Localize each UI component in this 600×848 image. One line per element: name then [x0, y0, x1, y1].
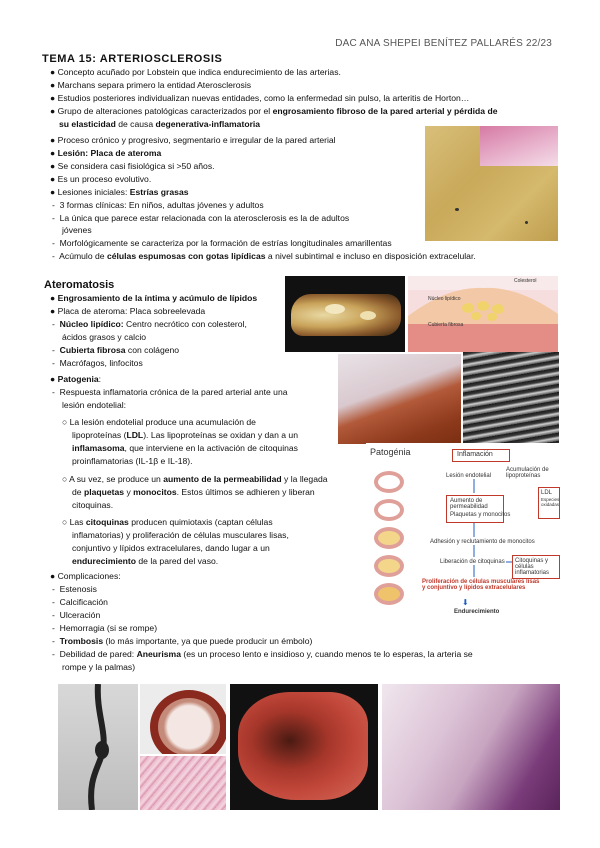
sub-acumulo: - Acúmulo de células espumosas con gotas lipídicas a nivel subintimal e incluso en disposición extracelular. [52, 251, 476, 261]
comp-estenosis: - Estenosis [52, 584, 97, 594]
angiography-svg [58, 684, 138, 810]
comp-debilidad: - Debilidad de pared: Aneurisma (es un proceso lento e insidioso y, cuando menos te lo esperas, la arteria se [52, 649, 473, 659]
bullet-complicaciones: ● Complicaciones: [50, 571, 121, 581]
point-2-line-2: de plaquetas y monocitos. Estos últimos se adhieren y liberan [72, 487, 315, 497]
point-1-line-1: ○ La lesión endotelial produce una acumulación de [62, 417, 256, 427]
comp-debilidad-cont: rompe y la palmas) [62, 662, 136, 672]
bullet-grupo-cont: su elasticidad de causa degenerativa-inflamatoria [59, 119, 261, 129]
point-3-line-2: inflamatorias) y proliferación de células musculares lisas, [72, 530, 289, 540]
lipid-droplet [471, 312, 481, 320]
endurecimiento-label: Endurecimiento [454, 609, 500, 615]
sub-respuesta-cont: lesión endotelial: [62, 400, 127, 410]
media-layer [408, 324, 558, 352]
histology-purple [382, 684, 560, 810]
diagram-arrows [366, 443, 560, 618]
bullet-lesiones-iniciales: ● Lesiones iniciales: Estrías grasas [50, 187, 189, 197]
lipid-droplet [477, 301, 489, 311]
bullet-concepto: ● Concepto acuñado por Lobstein que indica endurecimiento de las arterias. [50, 67, 341, 77]
atheroma-gross-photo [285, 276, 405, 352]
lipid-droplet [462, 303, 474, 313]
fatty-streak-photo [425, 126, 558, 241]
comp-trombosis: - Trombosis (lo más importante, ya que puede producir un émbolo) [52, 636, 313, 646]
bullet-evolutivo: ● Es un proceso evolutivo. [50, 174, 152, 184]
label-colesterol: Colesterol [514, 278, 537, 284]
sub-macrofagos: - Macrófagos, linfocitos [52, 358, 143, 368]
plaque-schematic [408, 276, 558, 352]
sub-nucleo: - Núcleo lipídico: Centro necrótico con colesterol, [52, 319, 247, 329]
label-nucleo: Núcleo lipídico [428, 296, 461, 302]
bullet-placa: ● Placa de ateroma: Placa sobreelevada [50, 306, 206, 316]
bullet-lesion: ● Lesión: Placa de ateroma [50, 148, 162, 158]
adhesion-label: Adhesión y reclutamiento de monocitos [430, 539, 535, 545]
comp-calcificacion: - Calcificación [52, 597, 108, 607]
page-title: TEMA 15: ARTERIOSCLEROSIS [42, 53, 223, 65]
histology-bw [463, 352, 559, 444]
sub-unica: - La única que parece estar relacionada con la aterosclerosis es la de adultos [52, 213, 350, 223]
comp-ulceracion: - Ulceración [52, 610, 101, 620]
point-2-line-3: citoquinas. [72, 500, 114, 510]
point-1-line-3: inflamasoma, que interviene en la activación de citoquinas [72, 443, 298, 453]
section-ateromatosis: Ateromatosis [44, 279, 115, 291]
bullet-proceso: ● Proceso crónico y progresivo, segmentario e irregular de la pared arterial [50, 135, 336, 145]
point-2-line-1: ○ A su vez, se produce un aumento de la permeabilidad y la llegada [62, 474, 328, 484]
aumento-label: Aumento de permeabilidad [450, 498, 488, 510]
point-3-line-1: ○ Las citoquinas producen quimiotaxis (captan células [62, 517, 273, 527]
bullet-engrosamiento: ● Engrosamiento de la íntima y acúmulo de lípidos [50, 293, 258, 303]
proliferacion-label: Proliferación de células musculares lisas y conjuntivo y lípidos extracelulares [422, 579, 540, 591]
page-header: DAC ANA SHEPEI BENÍTEZ PALLARÉS 22/23 [335, 38, 552, 49]
inflamacion-label: Inflamación [457, 451, 493, 458]
point-3-line-3: conjuntivo y lípidos extracelulares, dando lugar a un [72, 543, 270, 553]
ldl-label: LDL [541, 490, 553, 496]
vessel-crosssection-photo [140, 684, 226, 754]
plaquetas-label: Plaquetas y monocitos [450, 512, 511, 518]
ldl-sub-label: Especies oxidadas [541, 497, 560, 507]
bullet-marchans: ● Marchans separa primero la entidad Aterosclerosis [50, 80, 252, 90]
lipid-droplet [487, 313, 497, 321]
pathogenesis-diagram [366, 443, 560, 618]
bullet-patogenia: ● Patogenia: [50, 374, 102, 384]
liberacion-label: Liberación de citoquinas [440, 559, 505, 565]
bullet-estudios: ● Estudios posteriores individualizan nuevas entidades, como la enfermedad sin pulso, la arteritis de Horton… [50, 93, 470, 103]
label-cubierta: Cubierta fibrosa [428, 322, 464, 328]
point-3-line-4: endurecimiento de la pared del vaso. [72, 556, 219, 566]
sub-formas: - 3 formas clínicas: En niños, adultas jóvenes y adultos [52, 200, 264, 210]
citoquinas-label: Citoquinas y células inflamatorias [515, 558, 550, 576]
sub-morfo: - Morfológicamente se caracteriza por la formación de estrías longitudinales amarillentas [52, 238, 392, 248]
down-arrow-icon: ⬇ [462, 598, 469, 607]
bullet-grupo: ● Grupo de alteraciones patológicas caracterizados por el engrosamiento fibroso de la pared arterial y pérdida de [50, 106, 498, 116]
acumulacion-label: Acumulación de lipoproteínas [506, 467, 549, 479]
comp-hemorragia: - Hemorragia (si se rompe) [52, 623, 158, 633]
diagram-title: Patogénia [370, 447, 411, 457]
sub-cubierta: - Cubierta fibrosa con colágeno [52, 345, 180, 355]
histology-plaque-stain [338, 354, 461, 444]
thrombus-gross-photo [230, 684, 378, 810]
point-1-line-4: proinflamatorias (IL-1β e IL-18). [72, 456, 193, 466]
lesion-endotelial-label: Lesión endotelial [446, 473, 492, 479]
sub-unica-cont: jóvenes [62, 225, 92, 235]
angiography-image [58, 684, 138, 810]
sub-respuesta: - Respuesta inflamatoria crónica de la pared arterial ante una [52, 387, 288, 397]
histology-pink [140, 756, 226, 810]
aneurysm-shape [95, 741, 109, 759]
point-1-line-2: lipoproteínas (LDL). Las lipoproteínas se oxidan y dan a un [72, 430, 298, 440]
plaque-schematic-svg [408, 276, 558, 352]
lipid-droplet [492, 304, 504, 314]
sub-nucleo-cont: ácidos grasos y calcio [62, 332, 147, 342]
bullet-fisiologica: ● Se considera casi fisiológica si >50 años. [50, 161, 215, 171]
